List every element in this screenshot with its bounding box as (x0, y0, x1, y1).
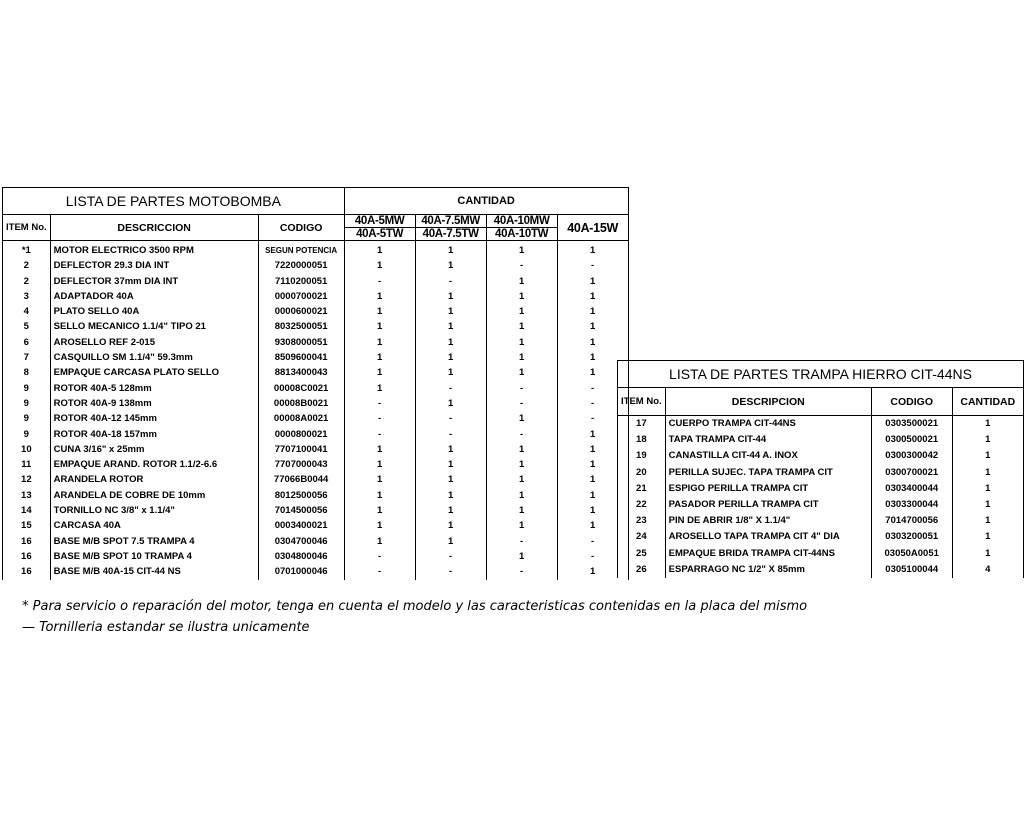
table-row (3, 241, 629, 259)
part-code: 7220000051 (258, 258, 344, 273)
table-row (3, 274, 629, 289)
part-code: 7707100041 (258, 442, 344, 457)
quantity-cell: 1 (415, 241, 486, 259)
item-number: 13 (3, 488, 51, 503)
part-description: SELLO MECANICO 1.1/4" TIPO 21 (50, 319, 258, 334)
footnotes (22, 596, 807, 638)
item-number: 16 (3, 564, 51, 579)
quantity-cell: 1 (557, 274, 628, 289)
quantity-cell: 1 (952, 432, 1023, 448)
table-row (618, 416, 1024, 433)
part-code: 0304700046 (258, 534, 344, 549)
quantity-cell: 1 (486, 335, 557, 350)
part-description: ADAPTADOR 40A (50, 289, 258, 304)
quantity-cell: 1 (557, 304, 628, 319)
quantity-cell: - (486, 427, 557, 442)
table-row (3, 472, 629, 487)
quantity-cell: 1 (486, 549, 557, 564)
part-code: SEGUN POTENCIA (258, 241, 344, 259)
part-code: 0300500021 (871, 432, 952, 448)
quantity-cell: 1 (486, 442, 557, 457)
desc-col-header: DESCRIPCION (665, 388, 871, 416)
quantity-cell: 1 (486, 488, 557, 503)
quantity-cell: - (344, 564, 415, 579)
part-code: 00008C0021 (258, 381, 344, 396)
quantity-cell: - (557, 411, 628, 426)
part-code: 8509600041 (258, 350, 344, 365)
quantity-cell: 4 (952, 562, 1023, 578)
part-code: 0003400021 (258, 518, 344, 533)
quantity-cell: 1 (344, 534, 415, 549)
quantity-cell: 1 (415, 319, 486, 334)
part-code: 00008A0021 (258, 411, 344, 426)
footnote-motor: * Para servicio o reparación del motor, tenga en cuenta el modelo y las caracteristicas contenidas en la placa del mismo (22, 599, 808, 614)
table-row (3, 289, 629, 304)
item-number: 2 (3, 274, 51, 289)
part-description: PLATO SELLO 40A (50, 304, 258, 319)
item-number: 5 (3, 319, 51, 334)
part-description: ARANDELA ROTOR (50, 472, 258, 487)
quantity-cell: 1 (415, 534, 486, 549)
item-number: 9 (3, 411, 51, 426)
table-row (3, 396, 629, 411)
part-description: CANASTILLA CIT-44 A. INOX (665, 448, 871, 464)
quantity-cell: - (415, 381, 486, 396)
quantity-cell: 1 (486, 411, 557, 426)
item-number: 17 (618, 416, 666, 433)
codigo-col-header: CODIGO (258, 215, 344, 241)
quantity-cell: 1 (486, 518, 557, 533)
item-number: 14 (3, 503, 51, 518)
quantity-cell: 1 (344, 241, 415, 259)
quantity-cell: 1 (486, 365, 557, 380)
table-row (3, 503, 629, 518)
model-header: 40A-7.5TW (415, 228, 486, 241)
quantity-cell: 1 (415, 472, 486, 487)
quantity-cell: 1 (952, 513, 1023, 529)
part-code: 8012500056 (258, 488, 344, 503)
quantity-cell: 1 (415, 258, 486, 273)
item-number: 12 (3, 472, 51, 487)
part-description: MOTOR ELECTRICO 3500 RPM (50, 241, 258, 259)
quantity-cell: - (557, 396, 628, 411)
item-number: 9 (3, 427, 51, 442)
part-description: BASE M/B SPOT 7.5 TRAMPA 4 (50, 534, 258, 549)
part-description: EMPAQUE ARAND. ROTOR 1.1/2-6.6 (50, 457, 258, 472)
quantity-cell: 1 (415, 503, 486, 518)
item-number: 9 (3, 396, 51, 411)
quantity-cell: 1 (415, 488, 486, 503)
quantity-cell: - (486, 534, 557, 549)
quantity-cell: 1 (344, 335, 415, 350)
quantity-cell: 1 (344, 488, 415, 503)
quantity-cell: 1 (344, 319, 415, 334)
quantity-cell: 1 (952, 481, 1023, 497)
item-number: 21 (618, 481, 666, 497)
quantity-cell: 1 (486, 274, 557, 289)
part-description: TORNILLO NC 3/8" x 1.1/4" (50, 503, 258, 518)
table-row (618, 513, 1024, 529)
quantity-cell: 1 (415, 518, 486, 533)
part-code: 0305100044 (871, 562, 952, 578)
part-code: 8032500051 (258, 319, 344, 334)
quantity-cell: 1 (952, 529, 1023, 545)
quantity-cell: 1 (344, 503, 415, 518)
table-row (3, 365, 629, 380)
part-code: 0000800021 (258, 427, 344, 442)
table-row (3, 549, 629, 564)
part-code: 9308000051 (258, 335, 344, 350)
quantity-cell: 1 (952, 416, 1023, 433)
trampa-title: LISTA DE PARTES TRAMPA HIERRO CIT-44NS (618, 361, 1024, 388)
quantity-cell: 1 (415, 396, 486, 411)
desc-col-header: DESCRICCION (50, 215, 258, 241)
item-number: 3 (3, 289, 51, 304)
quantity-cell: - (557, 258, 628, 273)
part-code: 0300300042 (871, 448, 952, 464)
part-description: TAPA TRAMPA CIT-44 (665, 432, 871, 448)
quantity-cell: 1 (344, 350, 415, 365)
quantity-cell: 1 (952, 546, 1023, 562)
quantity-cell: 1 (486, 241, 557, 259)
quantity-cell: 1 (415, 442, 486, 457)
quantity-cell: 1 (486, 319, 557, 334)
quantity-cell: - (486, 564, 557, 579)
quantity-cell: 1 (344, 365, 415, 380)
quantity-cell: 1 (415, 304, 486, 319)
quantity-cell: 1 (415, 289, 486, 304)
item-number: 26 (618, 562, 666, 578)
part-description: CUERPO TRAMPA CIT-44NS (665, 416, 871, 433)
quantity-cell: - (344, 427, 415, 442)
item-number: *1 (3, 241, 51, 259)
quantity-cell: 1 (344, 457, 415, 472)
item-number: 9 (3, 381, 51, 396)
item-col-header: ITEM No. (3, 215, 51, 241)
footnote-tornilleria: — Tornilleria estandar se ilustra unicamente (22, 620, 310, 635)
part-code: 8813400043 (258, 365, 344, 380)
model-header: 40A-7.5MW (415, 215, 486, 228)
item-number: 22 (618, 497, 666, 513)
item-number: 15 (3, 518, 51, 533)
quantity-cell: 1 (486, 457, 557, 472)
quantity-cell: 1 (557, 335, 628, 350)
part-code: 7707000043 (258, 457, 344, 472)
quantity-cell: - (344, 396, 415, 411)
part-code: 7110200051 (258, 274, 344, 289)
model-header: 40A-5TW (344, 228, 415, 241)
part-code: 0000600021 (258, 304, 344, 319)
item-number: 6 (3, 335, 51, 350)
part-code: 7014500056 (258, 503, 344, 518)
quantity-cell: 1 (557, 289, 628, 304)
part-description: CUNA 3/16" x 25mm (50, 442, 258, 457)
quantity-cell: 1 (344, 258, 415, 273)
quantity-cell: - (344, 274, 415, 289)
model-header: 40A-10TW (486, 228, 557, 241)
model-header: 40A-5MW (344, 215, 415, 228)
part-description: AROSELLO REF 2-015 (50, 335, 258, 350)
quantity-cell: 1 (344, 472, 415, 487)
quantity-cell: 1 (952, 465, 1023, 481)
quantity-cell: 1 (557, 365, 628, 380)
item-number: 24 (618, 529, 666, 545)
part-description: PIN DE ABRIR 1/8" X 1.1/4" (665, 513, 871, 529)
item-col-header: ITEM No. (618, 388, 666, 416)
table-row (3, 457, 629, 472)
quantity-cell: 1 (486, 350, 557, 365)
quantity-cell: - (557, 381, 628, 396)
part-description: ESPIGO PERILLA TRAMPA CIT (665, 481, 871, 497)
parts-table-motobomba (2, 187, 629, 580)
item-number: 25 (618, 546, 666, 562)
table-row (618, 497, 1024, 513)
quantity-cell: 1 (557, 319, 628, 334)
part-description: ROTOR 40A-12 145mm (50, 411, 258, 426)
part-code: 0303200051 (871, 529, 952, 545)
table-row (3, 488, 629, 503)
quantity-cell: - (415, 564, 486, 579)
quantity-cell: 1 (344, 289, 415, 304)
part-description: ROTOR 40A-18 157mm (50, 427, 258, 442)
model-header: 40A-10MW (486, 215, 557, 228)
quantity-cell: - (344, 411, 415, 426)
item-number: 18 (618, 432, 666, 448)
item-number: 7 (3, 350, 51, 365)
part-description: ESPARRAGO NC 1/2" X 85mm (665, 562, 871, 578)
quantity-cell: 1 (486, 503, 557, 518)
part-code: 00008B0021 (258, 396, 344, 411)
motobomba-title: LISTA DE PARTES MOTOBOMBA (3, 188, 345, 215)
part-code: 0304800046 (258, 549, 344, 564)
quantity-cell: 1 (557, 564, 628, 579)
quantity-cell: - (344, 549, 415, 564)
table-row (3, 411, 629, 426)
quantity-cell: - (486, 396, 557, 411)
part-description: ROTOR 40A-9 138mm (50, 396, 258, 411)
parts-table-trampa (617, 360, 1024, 578)
part-description: PASADOR PERILLA TRAMPA CIT (665, 497, 871, 513)
part-code: 0000700021 (258, 289, 344, 304)
quantity-cell: 1 (344, 518, 415, 533)
quantity-cell: 1 (557, 457, 628, 472)
table-row (618, 432, 1024, 448)
table-row (3, 442, 629, 457)
table-row (618, 481, 1024, 497)
quantity-cell: 1 (415, 335, 486, 350)
quantity-cell: - (557, 549, 628, 564)
item-number: 20 (618, 465, 666, 481)
quantity-cell: - (557, 534, 628, 549)
cantidad-header: CANTIDAD (344, 188, 628, 215)
part-code: 0300700021 (871, 465, 952, 481)
part-description: BASE M/B 40A-15 CIT-44 NS (50, 564, 258, 579)
part-description: AROSELLO TAPA TRAMPA CIT 4" DIA (665, 529, 871, 545)
part-description: EMPAQUE BRIDA TRAMPA CIT-44NS (665, 546, 871, 562)
part-code: 0303300044 (871, 497, 952, 513)
table-row (3, 350, 629, 365)
quantity-cell: 1 (557, 472, 628, 487)
table-row (618, 465, 1024, 481)
table-row (3, 304, 629, 319)
part-description: ARANDELA DE COBRE DE 10mm (50, 488, 258, 503)
quantity-cell: - (486, 381, 557, 396)
table-row (3, 319, 629, 334)
quantity-cell: 1 (344, 304, 415, 319)
part-description: ROTOR 40A-5 128mm (50, 381, 258, 396)
part-description: CARCASA 40A (50, 518, 258, 533)
quantity-cell: - (415, 549, 486, 564)
quantity-cell: 1 (344, 442, 415, 457)
quantity-cell: 1 (557, 241, 628, 259)
table-row (3, 534, 629, 549)
quantity-cell: - (486, 258, 557, 273)
table-row (3, 258, 629, 273)
part-description: BASE M/B SPOT 10 TRAMPA 4 (50, 549, 258, 564)
item-number: 16 (3, 549, 51, 564)
model-header: 40A-15W (557, 215, 628, 241)
item-number: 23 (618, 513, 666, 529)
part-description: DEFLECTOR 37mm DIA INT (50, 274, 258, 289)
part-code: 7014700056 (871, 513, 952, 529)
part-description: EMPAQUE CARCASA PLATO SELLO (50, 365, 258, 380)
item-number: 16 (3, 534, 51, 549)
quantity-cell: 1 (415, 365, 486, 380)
item-number: 8 (3, 365, 51, 380)
codigo-col-header: CODIGO (871, 388, 952, 416)
table-row (618, 562, 1024, 578)
cantidad-col-header: CANTIDAD (952, 388, 1023, 416)
part-description: PERILLA SUJEC. TAPA TRAMPA CIT (665, 465, 871, 481)
table-row (3, 518, 629, 533)
part-code: 0303500021 (871, 416, 952, 433)
quantity-cell: 1 (415, 457, 486, 472)
part-description: DEFLECTOR 29.3 DIA INT (50, 258, 258, 273)
table-row (3, 381, 629, 396)
item-number: 4 (3, 304, 51, 319)
part-description: CASQUILLO SM 1.1/4" 59.3mm (50, 350, 258, 365)
quantity-cell: 1 (557, 518, 628, 533)
table-row (618, 448, 1024, 464)
part-code: 0303400044 (871, 481, 952, 497)
item-number: 19 (618, 448, 666, 464)
quantity-cell: - (415, 427, 486, 442)
table-row (3, 335, 629, 350)
item-number: 2 (3, 258, 51, 273)
item-number: 11 (3, 457, 51, 472)
quantity-cell: 1 (557, 427, 628, 442)
table-row (618, 546, 1024, 562)
quantity-cell: 1 (486, 289, 557, 304)
quantity-cell: 1 (486, 472, 557, 487)
quantity-cell: 1 (557, 350, 628, 365)
quantity-cell: - (415, 274, 486, 289)
quantity-cell: - (415, 411, 486, 426)
quantity-cell: 1 (557, 503, 628, 518)
quantity-cell: 1 (557, 442, 628, 457)
quantity-cell: 1 (486, 304, 557, 319)
quantity-cell: 1 (344, 381, 415, 396)
item-number: 10 (3, 442, 51, 457)
part-code: 77066B0044 (258, 472, 344, 487)
quantity-cell: 1 (952, 497, 1023, 513)
table-row (3, 427, 629, 442)
table-row (618, 529, 1024, 545)
table-row (3, 564, 629, 579)
part-code: 03050A0051 (871, 546, 952, 562)
quantity-cell: 1 (952, 448, 1023, 464)
quantity-cell: 1 (415, 350, 486, 365)
quantity-cell: 1 (557, 488, 628, 503)
part-code: 0701000046 (258, 564, 344, 579)
